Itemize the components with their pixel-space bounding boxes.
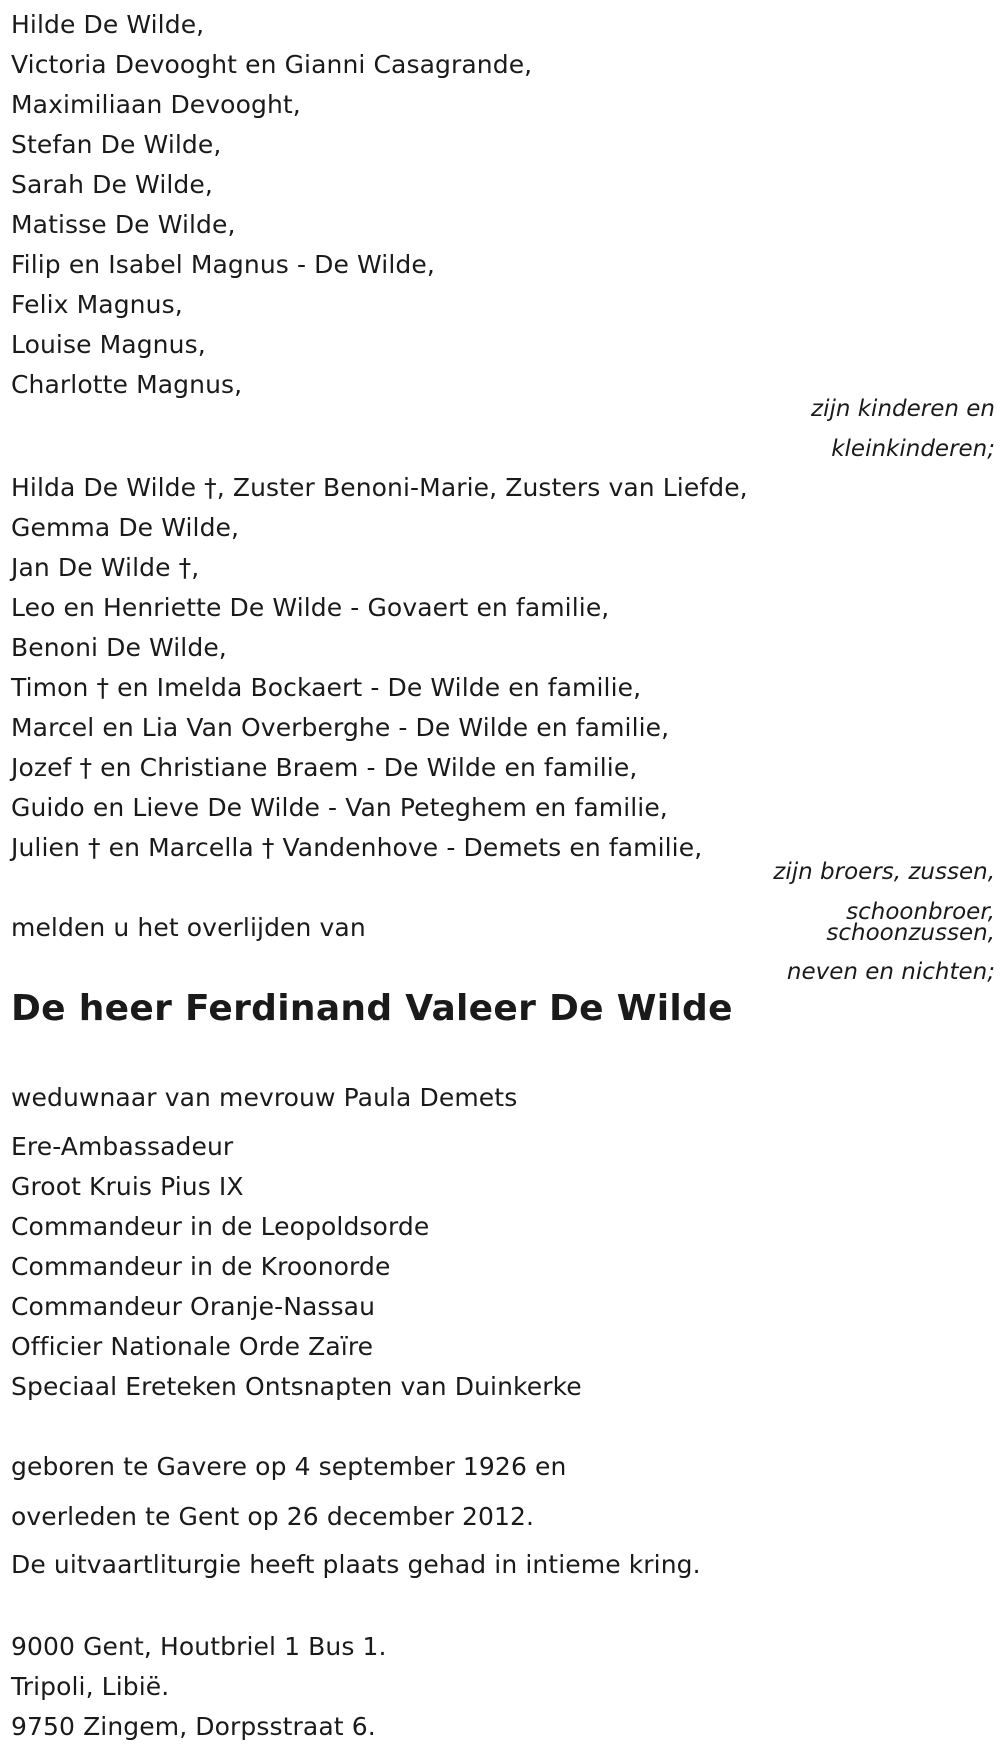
family-children-line: Charlotte Magnus, bbox=[11, 370, 243, 399]
deceased-name: De heer Ferdinand Valeer De Wilde bbox=[11, 988, 733, 1029]
announcement-text: melden u het overlijden van bbox=[11, 913, 366, 942]
family-sibling-line: Gemma De Wilde, bbox=[11, 513, 240, 542]
family-sibling-line: Jozef † en Christiane Braem - De Wilde en familie, bbox=[11, 753, 638, 782]
children-relation-line: zijn kinderen en bbox=[811, 396, 995, 422]
family-children-line: Felix Magnus, bbox=[11, 290, 183, 319]
family-children-line: Maximiliaan Devooght, bbox=[11, 90, 301, 119]
birth-text: geboren te Gavere op 4 september 1926 en bbox=[11, 1452, 567, 1481]
honor-line: Commandeur in de Leopoldsorde bbox=[11, 1212, 430, 1241]
family-sibling-line: Hilda De Wilde †, Zuster Benoni-Marie, Zusters van Liefde, bbox=[11, 473, 748, 502]
family-children-line: Filip en Isabel Magnus - De Wilde, bbox=[11, 250, 435, 279]
siblings-relation-line: zijn broers, zussen, bbox=[773, 859, 995, 885]
family-sibling-line: Leo en Henriette De Wilde - Govaert en familie, bbox=[11, 593, 610, 622]
siblings-relation-line: schoonzussen, bbox=[826, 920, 995, 946]
family-children-line: Louise Magnus, bbox=[11, 330, 206, 359]
honor-line: Ere-Ambassadeur bbox=[11, 1132, 234, 1161]
family-children-line: Matisse De Wilde, bbox=[11, 210, 236, 239]
honor-line: Commandeur in de Kroonorde bbox=[11, 1252, 391, 1281]
honor-line: Commandeur Oranje-Nassau bbox=[11, 1292, 376, 1321]
siblings-relation-line: neven en nichten; bbox=[786, 959, 995, 985]
family-sibling-line: Timon † en Imelda Bockaert - De Wilde en familie, bbox=[11, 673, 642, 702]
address-line: Tripoli, Libië. bbox=[11, 1672, 170, 1701]
family-children-line: Sarah De Wilde, bbox=[11, 170, 213, 199]
family-sibling-line: Jan De Wilde †, bbox=[11, 553, 200, 582]
funeral-text: De uitvaartliturgie heeft plaats gehad in intieme kring. bbox=[11, 1550, 701, 1579]
family-children-line: Victoria Devooght en Gianni Casagrande, bbox=[11, 50, 533, 79]
widower-text: weduwnaar van mevrouw Paula Demets bbox=[11, 1083, 518, 1112]
address-line: 9000 Gent, Houtbriel 1 Bus 1. bbox=[11, 1632, 387, 1661]
death-text: overleden te Gent op 26 december 2012. bbox=[11, 1502, 535, 1531]
family-sibling-line: Julien † en Marcella † Vandenhove - Demets en familie, bbox=[11, 833, 703, 862]
family-sibling-line: Guido en Lieve De Wilde - Van Peteghem en familie, bbox=[11, 793, 668, 822]
honor-line: Speciaal Ereteken Ontsnapten van Duinkerke bbox=[11, 1372, 582, 1401]
siblings-relation-line: schoonbroer, bbox=[846, 899, 995, 925]
family-children-line: Stefan De Wilde, bbox=[11, 130, 222, 159]
honor-line: Officier Nationale Orde Zaïre bbox=[11, 1332, 374, 1361]
children-relation-line: kleinkinderen; bbox=[831, 436, 995, 462]
family-sibling-line: Marcel en Lia Van Overberghe - De Wilde en familie, bbox=[11, 713, 670, 742]
family-sibling-line: Benoni De Wilde, bbox=[11, 633, 227, 662]
family-children-line: Hilde De Wilde, bbox=[11, 10, 205, 39]
honor-line: Groot Kruis Pius IX bbox=[11, 1172, 244, 1201]
address-line: 9750 Zingem, Dorpsstraat 6. bbox=[11, 1712, 376, 1741]
